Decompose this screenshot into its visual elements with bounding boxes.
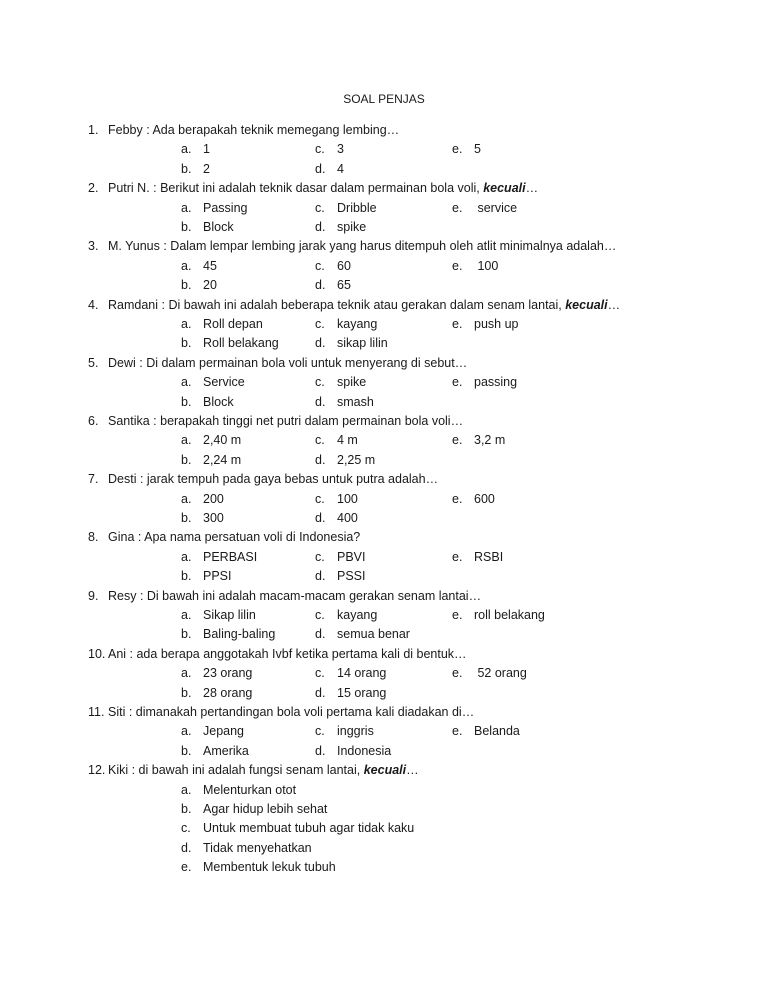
option-letter: d. [315,161,326,176]
option-text: Roll depan [203,317,263,331]
option-c [315,140,344,159]
option-letter: c. [315,666,325,681]
option-c [181,819,414,838]
option-text: 65 [337,278,351,293]
option-text: Belanda [474,724,520,739]
option-letter: c. [315,258,325,273]
option-e [452,548,503,567]
option-letter: e. [452,433,463,448]
option-text: 4 [337,161,344,176]
option-d [315,218,366,237]
option-text: push up [474,317,519,331]
option-b [181,160,210,179]
option-letter: b. [181,161,192,176]
option-e [452,490,495,509]
option-c [315,431,358,450]
question-4 [88,296,620,315]
option-c [315,722,374,741]
question-text: Kiki : di bawah ini adalah fungsi senam lantai, [108,763,364,778]
option-text: PSSI [337,569,366,584]
option-c [315,490,358,509]
option-d [315,684,386,703]
option-a [181,548,257,567]
option-text: spike [337,375,367,390]
option-text: 5 [474,142,481,157]
option-text: Baling-baling [203,627,276,642]
option-text: Sikap lilin [203,608,256,622]
option-b [181,218,234,237]
option-letter: a. [181,491,192,506]
option-d [315,451,375,470]
option-b [181,800,327,819]
option-e [181,858,336,877]
option-text: 600 [474,491,495,506]
option-text: 23 orang [203,666,253,681]
option-d [315,334,388,353]
option-letter: a. [181,608,192,622]
option-a [181,722,244,741]
option-letter: a. [181,317,192,331]
question-number: 4. [88,297,99,312]
question-number: 10. [88,646,106,661]
option-letter: e. [452,200,463,215]
option-text: Indonesia [337,743,392,758]
option-letter: a. [181,142,192,157]
option-text: PPSI [203,569,232,584]
option-letter: b. [181,685,192,700]
option-d [315,625,410,644]
option-e [452,199,517,218]
option-letter: b. [181,802,192,816]
option-c [315,664,386,683]
question-text: Ani : ada berapa anggotakah Ivbf ketika pertama kali di bentuk… [108,646,467,661]
option-letter: d. [315,452,326,467]
option-text: 45 [203,258,217,273]
option-letter: a. [181,782,192,797]
question-text: Siti : dimanakah pertandingan bola voli pertama kali diadakan di… [108,705,475,719]
option-d [315,393,374,412]
option-letter: a. [181,258,192,273]
option-a [181,606,256,625]
option-letter: e. [452,666,463,681]
option-e [452,373,517,392]
option-d [181,839,312,858]
option-letter: d. [315,627,326,642]
question-12 [88,761,419,780]
option-text: roll belakang [474,608,545,622]
option-letter: c. [315,200,325,215]
option-letter: c. [315,433,325,448]
option-a [181,664,252,683]
option-letter: e. [452,549,463,564]
option-text: Jepang [203,724,245,739]
option-a [181,199,247,218]
question-number: 2. [88,181,99,196]
option-d [315,276,351,295]
question-text-end: … [406,763,419,778]
option-letter: c. [315,608,325,622]
question-text-end: … [607,297,621,312]
option-b [181,684,252,703]
option-letter: c. [181,821,191,836]
option-text: Membentuk lekuk tubuh [203,860,336,875]
option-a [181,490,224,509]
question-number: 11. [88,705,105,719]
option-a [181,373,245,392]
option-b [181,742,249,761]
option-text: kayang [337,608,378,622]
keyword-kecuali: kecuali [565,297,608,312]
option-c [315,199,377,218]
keyword-kecuali: kecuali [363,763,407,778]
question-3 [88,237,616,256]
option-text: Block [203,394,234,409]
question-1 [88,121,399,140]
option-letter: d. [315,336,326,351]
question-text: Putri N. : Berikut ini adalah teknik dasar dalam permainan bola voli, [108,181,484,196]
question-11 [88,703,474,722]
option-letter: c. [315,549,325,564]
option-letter: b. [181,743,192,758]
option-text: 3,2 m [474,433,506,448]
option-letter: e. [181,860,192,875]
option-letter: c. [315,491,325,506]
question-number: 9. [88,588,99,603]
option-text: inggris [337,724,374,739]
option-text: Block [203,220,234,234]
option-text: sikap lilin [337,336,388,351]
option-text: 60 [337,258,351,273]
option-a [181,140,210,159]
option-letter: a. [181,200,192,215]
keyword-kecuali: kecuali [483,181,526,196]
option-letter: a. [181,549,192,564]
question-5 [88,354,467,373]
option-text: Service [203,375,245,390]
option-text: Melenturkan otot [203,782,297,797]
option-text: Tidak menyehatkan [203,840,312,855]
option-d [315,742,391,761]
option-text: spike [337,220,367,234]
option-letter: b. [181,627,192,642]
option-letter: d. [315,511,326,525]
option-letter: b. [181,394,192,409]
option-letter: a. [181,724,192,739]
question-number: 1. [88,123,99,137]
option-text: 2,24 m [203,452,242,467]
option-letter: b. [181,220,192,234]
question-number: 3. [88,239,99,254]
question-text: M. Yunus : Dalam lempar lembing jarak yang harus ditempuh oleh atlit minimalnya adalah… [108,239,617,254]
option-letter: a. [181,666,192,681]
option-c [315,373,366,392]
question-6 [88,412,463,431]
option-text: Dribble [337,200,377,215]
option-letter: d. [315,394,326,409]
option-text: Untuk membuat tubuh agar tidak kaku [203,821,415,836]
page-title: SOAL PENJAS [343,92,425,106]
option-text: Amerika [203,743,249,758]
option-text: RSBI [474,549,504,564]
option-text: 1 [203,142,210,157]
option-text: smash [337,394,374,409]
option-letter: e. [452,375,463,390]
option-letter: a. [181,375,192,390]
option-letter: c. [315,375,325,390]
option-text: PERBASI [203,549,258,564]
option-e [452,315,518,334]
question-number: 7. [88,472,99,487]
option-letter: c. [315,317,325,331]
question-text: Dewi : Di dalam permainan bola voli untuk menyerang di sebut… [108,355,468,370]
option-e [452,664,527,683]
option-letter: d. [315,685,326,700]
option-b [181,451,241,470]
question-text: Resy : Di bawah ini adalah macam-macam gerakan senam lantai… [108,588,482,603]
option-text: PBVI [337,549,366,564]
option-letter: e. [452,491,463,506]
question-text: Febby : Ada berapakah teknik memegang lembing… [108,123,400,137]
option-b [181,276,217,295]
option-text: Agar hidup lebih sehat [203,802,328,816]
option-d [315,160,344,179]
option-text: 28 orang [203,685,253,700]
option-text: 20 [203,278,217,293]
question-text: Ramdani : Di bawah ini adalah beberapa teknik atau gerakan dalam senam lantai, [108,297,566,312]
option-letter: c. [315,724,325,739]
option-d [315,509,358,528]
option-c [315,606,377,625]
option-letter: d. [315,569,326,584]
question-number: 12. [88,763,106,778]
question-text-end: … [525,181,539,196]
option-text: 2,25 m [337,452,376,467]
option-letter: c. [315,142,325,157]
option-e [452,606,545,625]
option-text: semua benar [337,627,410,642]
option-b [181,509,224,528]
option-e [452,722,520,741]
option-letter: b. [181,452,192,467]
question-number: 8. [88,530,99,545]
option-letter: b. [181,569,192,584]
option-letter: e. [452,142,463,157]
option-c [315,257,351,276]
option-b [181,567,232,586]
option-text: service [474,200,518,215]
option-text: 200 [203,491,224,506]
option-letter: b. [181,511,192,525]
option-text: 3 [337,142,344,157]
option-letter: d. [315,278,326,293]
question-7 [88,470,438,489]
option-a [181,431,241,450]
option-letter: e. [452,724,463,739]
option-e [452,140,481,159]
option-a [181,781,296,800]
option-text: 100 [337,491,358,506]
question-10 [88,645,467,664]
question-text: Santika : berapakah tinggi net putri dalam permainan bola voli… [108,414,464,428]
option-text: 14 orang [337,666,387,681]
question-9 [88,587,481,606]
option-e [452,431,505,450]
option-e [452,257,498,276]
option-letter: e. [452,317,463,331]
question-number: 5. [88,355,99,370]
option-letter: a. [181,433,192,448]
option-letter: e. [452,258,463,273]
question-8 [88,528,360,547]
question-text: Desti : jarak tempuh pada gaya bebas untuk putra adalah… [108,472,439,487]
option-a [181,315,263,334]
option-text: 2 [203,161,210,176]
option-c [315,548,366,567]
option-letter: b. [181,336,192,351]
option-b [181,334,279,353]
option-text: 2,40 m [203,433,242,448]
question-text: Gina : Apa nama persatuan voli di Indonesia? [108,530,361,545]
option-c [315,315,377,334]
option-text: kayang [337,317,378,331]
option-letter: d. [315,743,326,758]
option-text: 100 [474,258,499,273]
option-letter: d. [315,220,326,234]
option-text: 300 [203,511,224,525]
option-letter: d. [181,840,192,855]
option-letter: b. [181,278,192,293]
question-2 [88,179,538,198]
option-letter: e. [452,608,463,622]
option-text: 52 orang [474,666,527,681]
option-text: Passing [203,200,248,215]
option-b [181,625,275,644]
option-text: Roll belakang [203,336,279,351]
question-number: 6. [88,414,99,428]
option-text: 4 m [337,433,358,448]
option-text: 400 [337,511,358,525]
option-b [181,393,234,412]
option-text: passing [474,375,518,390]
option-a [181,257,217,276]
option-text: 15 orang [337,685,387,700]
option-d [315,567,366,586]
